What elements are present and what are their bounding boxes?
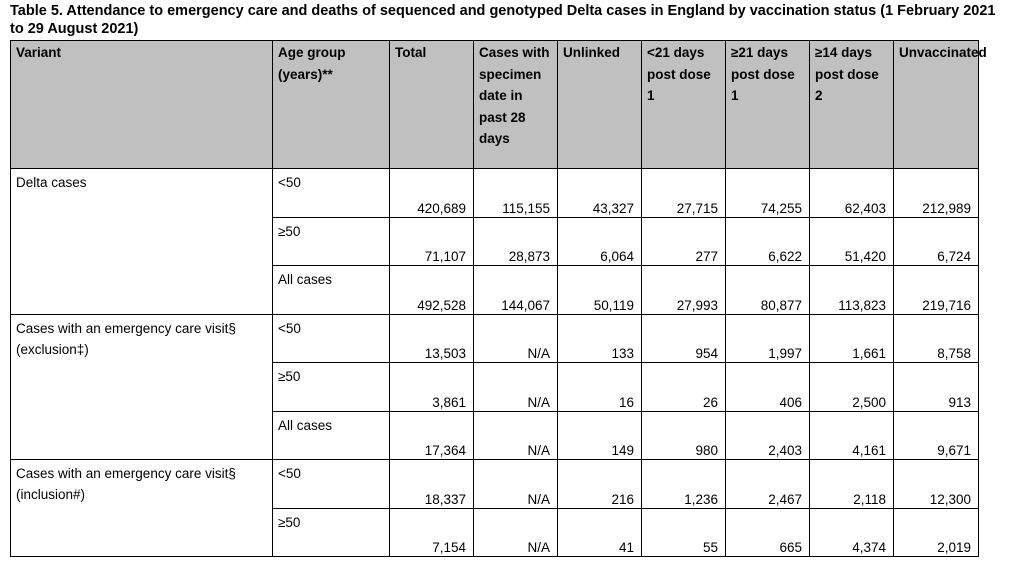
age-group-cell: All cases — [273, 411, 390, 460]
table-body — [11, 169, 979, 557]
table-row — [11, 169, 979, 218]
value-cell-ge21-dose1: 80,877 — [726, 266, 810, 315]
value-cell-unvaccinated: 8,758 — [894, 314, 979, 363]
value-cell-ge21-dose1: 2,403 — [726, 411, 810, 460]
age-group-cell: ≥50 — [273, 217, 390, 266]
value-cell-ge14-dose2: 2,118 — [810, 460, 894, 509]
value-cell-ge14-dose2: 4,374 — [810, 508, 894, 557]
value-cell-lt21-dose1: 954 — [642, 314, 726, 363]
value-cell-total: 71,107 — [390, 217, 474, 266]
value-cell-recent-cases: N/A — [474, 508, 558, 557]
value-cell-total: 492,528 — [390, 266, 474, 315]
value-cell-ge14-dose2: 113,823 — [810, 266, 894, 315]
value-cell-total: 7,154 — [390, 508, 474, 557]
value-cell-recent-cases: 28,873 — [474, 217, 558, 266]
value-cell-unvaccinated: 219,716 — [894, 266, 979, 315]
header-lt21-dose1: <21 days post dose 1 — [642, 41, 726, 169]
value-cell-lt21-dose1: 26 — [642, 363, 726, 412]
table-title: Table 5. Attendance to emergency care and deaths of sequenced and genotyped Delta cases in England by vaccination status (1 February 2021 to 29 August 2021) — [10, 3, 996, 37]
value-cell-recent-cases: N/A — [474, 363, 558, 412]
value-cell-ge14-dose2: 2,500 — [810, 363, 894, 412]
variant-cell: Delta cases — [11, 169, 273, 315]
value-cell-ge14-dose2: 4,161 — [810, 411, 894, 460]
value-cell-unvaccinated: 12,300 — [894, 460, 979, 509]
value-cell-lt21-dose1: 55 — [642, 508, 726, 557]
table-row — [11, 314, 979, 363]
value-cell-unvaccinated: 6,724 — [894, 217, 979, 266]
header-total: Total — [390, 41, 474, 169]
value-cell-lt21-dose1: 27,993 — [642, 266, 726, 315]
value-cell-lt21-dose1: 277 — [642, 217, 726, 266]
value-cell-unlinked: 133 — [558, 314, 642, 363]
age-group-cell: <50 — [273, 314, 390, 363]
value-cell-recent-cases: 144,067 — [474, 266, 558, 315]
header-age-group: Age group (years)** — [273, 41, 390, 169]
vaccination-status-table — [10, 40, 987, 557]
header-ge14-dose2: ≥14 days post dose 2 — [810, 41, 894, 169]
age-group-cell: All cases — [273, 266, 390, 315]
value-cell-unvaccinated: 2,019 — [894, 508, 979, 557]
value-cell-ge21-dose1: 6,622 — [726, 217, 810, 266]
value-cell-unlinked: 50,119 — [558, 266, 642, 315]
value-cell-recent-cases: N/A — [474, 314, 558, 363]
age-group-cell: <50 — [273, 169, 390, 218]
value-cell-unvaccinated: 212,989 — [894, 169, 979, 218]
value-cell-recent-cases: N/A — [474, 460, 558, 509]
header-recent-cases: Cases with specimen date in past 28 days — [474, 41, 558, 169]
value-cell-unlinked: 149 — [558, 411, 642, 460]
value-cell-unlinked: 216 — [558, 460, 642, 509]
value-cell-unlinked: 43,327 — [558, 169, 642, 218]
value-cell-recent-cases: 115,155 — [474, 169, 558, 218]
header-ge21-dose1: ≥21 days post dose 1 — [726, 41, 810, 169]
value-cell-lt21-dose1: 27,715 — [642, 169, 726, 218]
value-cell-unlinked: 6,064 — [558, 217, 642, 266]
value-cell-total: 17,364 — [390, 411, 474, 460]
age-group-cell: ≥50 — [273, 508, 390, 557]
variant-cell: Cases with an emergency care visit§ (exclusion‡) — [11, 314, 273, 460]
header-variant: Variant — [11, 41, 273, 169]
value-cell-unvaccinated: 9,671 — [894, 411, 979, 460]
value-cell-recent-cases: N/A — [474, 411, 558, 460]
value-cell-ge21-dose1: 1,997 — [726, 314, 810, 363]
value-cell-unlinked: 16 — [558, 363, 642, 412]
value-cell-ge14-dose2: 1,661 — [810, 314, 894, 363]
value-cell-lt21-dose1: 1,236 — [642, 460, 726, 509]
age-group-cell: <50 — [273, 460, 390, 509]
value-cell-lt21-dose1: 980 — [642, 411, 726, 460]
value-cell-unvaccinated: 913 — [894, 363, 979, 412]
value-cell-ge21-dose1: 665 — [726, 508, 810, 557]
value-cell-unlinked: 41 — [558, 508, 642, 557]
value-cell-ge14-dose2: 51,420 — [810, 217, 894, 266]
variant-cell: Cases with an emergency care visit§ (inclusion#) — [11, 460, 273, 557]
value-cell-ge14-dose2: 62,403 — [810, 169, 894, 218]
value-cell-total: 3,861 — [390, 363, 474, 412]
value-cell-ge21-dose1: 406 — [726, 363, 810, 412]
header-unlinked: Unlinked — [558, 41, 642, 169]
table-row — [11, 460, 979, 509]
value-cell-total: 18,337 — [390, 460, 474, 509]
age-group-cell: ≥50 — [273, 363, 390, 412]
header-row — [11, 41, 979, 169]
value-cell-total: 420,689 — [390, 169, 474, 218]
value-cell-ge21-dose1: 74,255 — [726, 169, 810, 218]
header-unvaccinated: Unvaccinated — [894, 41, 979, 169]
value-cell-ge21-dose1: 2,467 — [726, 460, 810, 509]
value-cell-total: 13,503 — [390, 314, 474, 363]
